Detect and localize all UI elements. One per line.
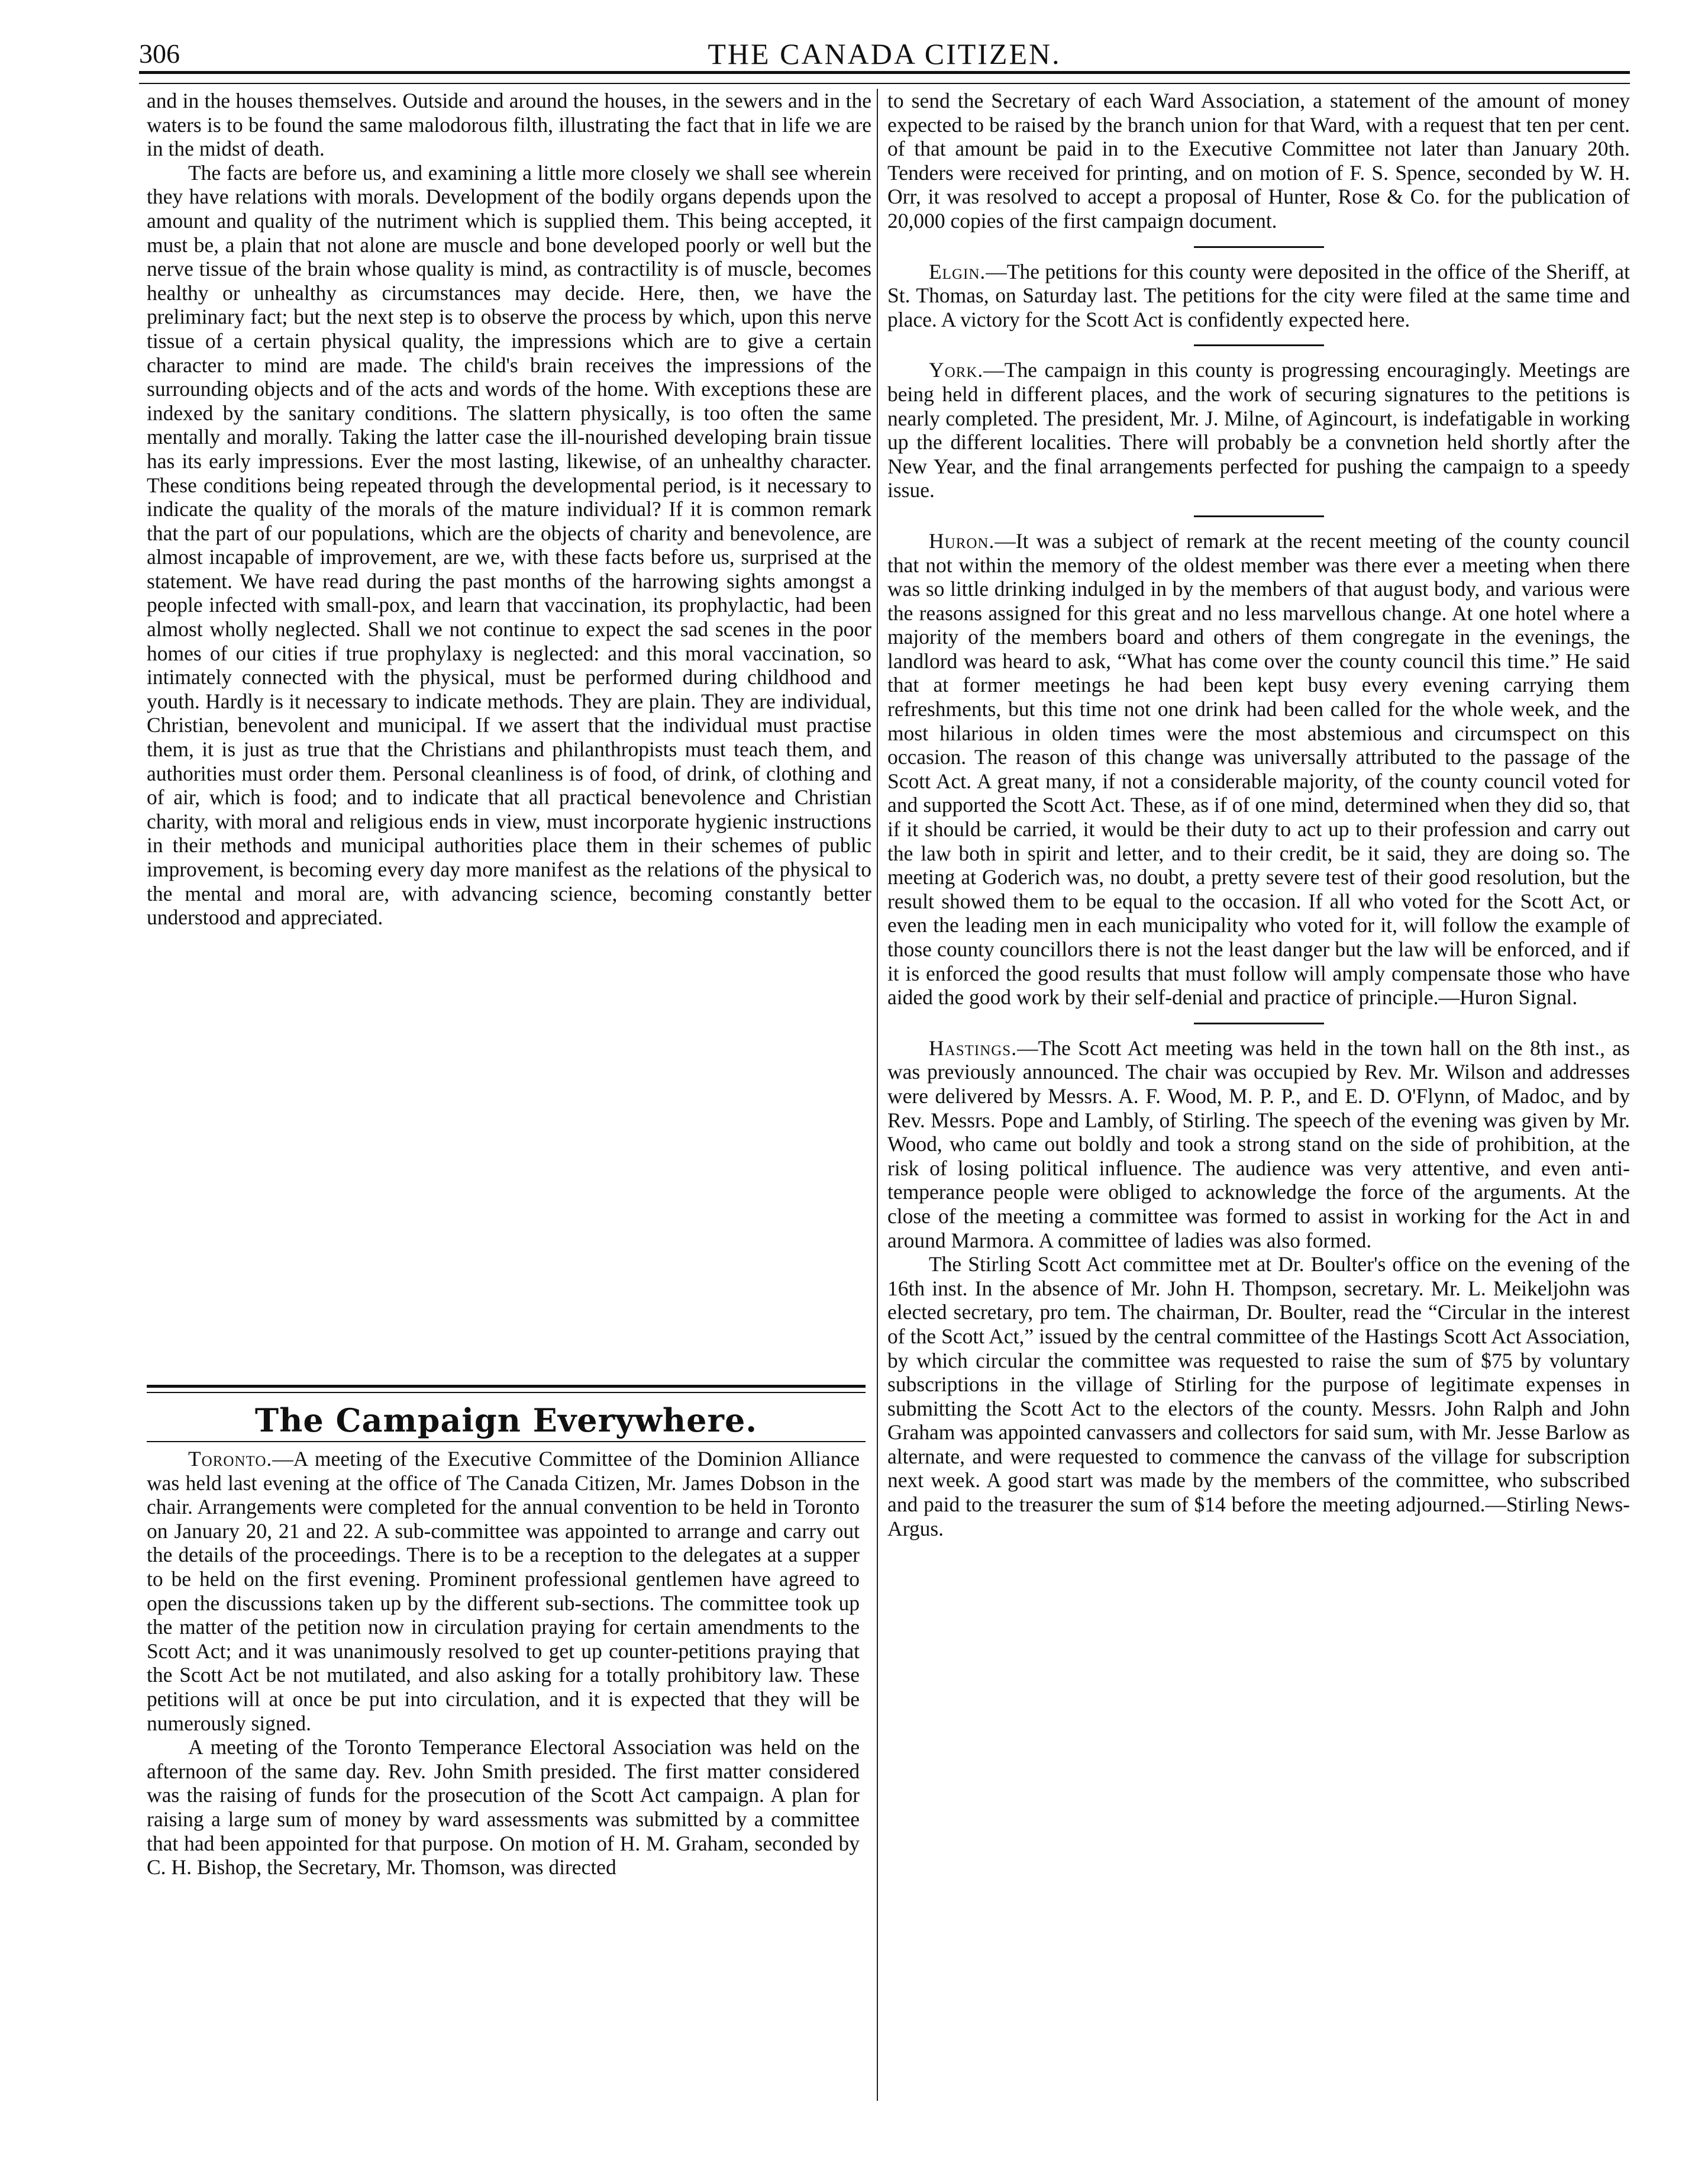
left-column [147,89,871,1391]
news-item-stirling [887,1252,1630,1540]
item-text: —The campaign in this county is progressing encouragingly. Meetings are being held in different places, and the work of securing signatures to the petitions is nearly completed. The president, Mr. J. Milne, of Agincourt, is indefatigable in working up the different localities. There will probably be a convnetion held shortly after the New Year, and the final arrangements perfected for pushing the campaign to a speedy issue. [887,358,1630,502]
news-item-huron [887,529,1630,1010]
item-separator [1194,246,1324,248]
article-paragraph: and in the houses themselves. Outside and around the houses, in the sewers and in the waters is to be found the same malodorous filth, illustrating the fact that in life we are in the midst of death. [147,89,871,161]
section-title: The Campaign Everywhere. [254,1401,758,1439]
section-rule-bottom [147,1441,866,1442]
masthead-title: THE CANADA CITIZEN. [708,37,1061,70]
header-rule [139,71,1630,74]
news-item-elgin [887,260,1630,332]
section-rule [147,1385,866,1388]
item-text: —A meeting of the Executive Committee of the Dominion Alliance was held last evening at the office of The Canada Citizen, Mr. James Dobson in the chair. Arrangements were completed for the annual convention to be held in Toronto on January 20, 21 and 22. A sub-committee was appointed to arrange and carry out the details of the proceedings. There is to be a reception to the delegates at a supper to be held on the first evening. Prominent professional gentlemen have agreed to open the discussions taken up by the different sub-sections. The committee took up the matter of the petition now in circulation praying for certain amendments to the Scott Act; and it was unanimously resolved to get up counter-petitions praying that the Scott Act be not mutilated, and also asking for a totally prohibitory law. These petitions will at once be put into circulation, and it is expected that they will be numerously signed. [147,1447,860,1735]
item-lead: Elgin. [929,259,986,283]
item-separator [1194,344,1324,346]
item-lead: York. [929,358,984,382]
page-number: 306 [139,38,180,69]
column-divider [877,89,878,2101]
section-rule-thin [147,1392,866,1393]
item-separator [1194,515,1324,517]
item-text: to send the Secretary of each Ward Association, a statement of the amount of money expected to be raised by the branch union for that Ward, with a request that ten per cent. of that amount be paid in to the Executive Committee not later than January 20th. Tenders were received for printing, and on motion of F. S. Spence, seconded by W. H. Orr, it was resolved to accept a proposal of Hunter, Rose & Co. for the publication of 20,000 copies of the first campaign document. [887,89,1630,233]
item-separator [1194,1023,1324,1024]
left-column-lower [147,1447,860,2080]
news-item-toronto [147,1447,860,1735]
article-paragraph: The facts are before us, and examining a little more closely we shall see wherein they have relations with morals. Development of the bodily organs depends upon the amount and quality of the nutriment which is supplied them. This being accepted, it must be, a plain that not alone are muscle and bone developed poorly or well but the nerve tissue of the brain whose quality is mind, as contractility is of muscle, becomes healthy or unhealthy as circumstances may decide. Here, then, we have the preliminary fact; but the next step is to observe the process by which, upon this nerve tissue of a certain physical quality, the impressions which are to give a certain character to mind are made. The child's brain receives the impressions of the surrounding objects and of the acts and words of the home. With exceptions these are indexed by the sanitary conditions. The slattern physically, is too often the same mentally and morally. Taking the latter case the ill-nourished developing brain tissue has its early impressions. Ever the most lasting, likewise, of an unhealthy character. These conditions being repeated through the developmental period, is it necessary to indicate the quality of the morals of the mature individual? If it is common remark that the part of our populations, which are the objects of charity and benevolence, are almost incapable of improvement, are we, with these facts before us, surprised at the statement. We have read during the past months of the harrowing sights amongst a people infected with small-pox, and learn that vaccination, its prophylactic, had been almost wholly neglected. Shall we not continue to expect the sad scenes in the poor homes of our cities if true prophylaxy is neglected: and this moral vaccination, so intimately connected with the physical, must be performed during childhood and youth. Hardly is it necessary to indicate methods. They are plain. They are individual, Christian, benevolent and municipal. If we assert that the individual must practise them, it is just as true that the Christians and philanthropists must teach them, and authorities must order them. Personal cleanliness is of food, of drink, of clothing and of air, which is food; and to indicate that all practical benevolence and Christian charity, with moral and religious ends in view, must incorporate hygienic instructions in their methods and municipal authorities place them in their schemes of public improvement, is becoming every day more manifest as the relations of the physical to the mental and moral are, with advancing science, becoming constantly better understood and appreciated. [147,160,871,930]
item-text: —The petitions for this county were deposited in the office of the Sheriff, at St. Thomas, on Saturday last. The petitions for the city were filed at the same time and place. A victory for the Scott Act is confidently expected here. [887,259,1630,331]
item-text: The Stirling Scott Act committee met at Dr. Boulter's office on the evening of the 16th inst. In the absence of Mr. John H. Thompson, secretary. Mr. L. Meikeljohn was elected secretary, pro tem. The chairman, Dr. Boulter, read the “Circular in the interest of the Scott Act,” issued by the central committee of the Hastings Scott Act Association, by which circular the committee was requested to raise the sum of $75 by voluntary subscriptions in the village of Stirling for the purpose of legitimate expenses in submitting the Scott Act to the electors of the county. Messrs. John Ralph and John Graham was appointed canvassers and collectors for said sum, with Mr. Jesse Barlow as alternate, and were requested to commence the canvass of the village for subscription next week. A good start was made by the members of the committee, who subscribed and paid to the treasurer the sum of $14 before the meeting adjourned.—Stirling News-Argus. [887,1252,1630,1540]
right-column [887,89,1630,2077]
item-text: —The Scott Act meeting was held in the town hall on the 8th inst., as was previously announced. The chair was occupied by Rev. Mr. Wilson and addresses were delivered by Messrs. A. F. Wood, M. P. P., and E. D. O'Flynn, of Madoc, and by Rev. Messrs. Pope and Lambly, of Stirling. The speech of the evening was given by Mr. Wood, who came out boldly and took a strong stand on the side of prohibition, at the risk of losing political influence. The audience was very attentive, and even anti-temperance people were obliged to acknowledge the force of the arguments. At the close of the meeting a committee was formed to assist in working for the Act in and around Marmora. A committee of ladies was also formed. [887,1036,1630,1252]
item-text: A meeting of the Toronto Temperance Electoral Association was held on the afternoon of the same day. Rev. John Smith presided. The first matter considered was the raising of funds for the prosecution of the Scott Act campaign. A plan for raising a large sum of money by ward assessments was submitted by a committee that had been appointed for that purpose. On motion of H. M. Graham, seconded by C. H. Bishop, the Secretary, Mr. Thomson, was directed [147,1735,860,1880]
item-lead: Huron. [929,528,995,553]
item-text: —It was a subject of remark at the recent meeting of the county council that not within the memory of the oldest member was there ever a meeting when there was so little drinking indulged in by the members of that august body, and various were the reasons assigned for this great and no less marvellous change. At one hotel where a majority of the members board and others of them congregate in the evenings, the landlord was heard to ask, “What has come over the county council this time.” He said that at former meetings he had been kept busy every evening carrying them refreshments, but this time not one drink had been called for the whole week, and the most hilarious in olden times were the most abstemious and circumspect on this occasion. The reason of this change was universally attributed to the passage of the Scott Act. A great many, if not a considerable majority, of the county council voted for and supported the Scott Act. These, as if of one mind, determined when they did so, that if it should be carried, it would be their duty to act up to their profession and carry out the law both in spirit and letter, and to their credit, be it said, they are doing so. The meeting at Goderich was, no doubt, a pretty severe test of their good resolution, but the result showed them to be equal to the occasion. If all who voted for the Scott Act, or even the leading men in each municipality who voted for it, will follow the example of those county councillors there is not the least danger but the law will be enforced, and if it is enforced the good results that must follow will amply compensate those who have aided the good work by their self-denial and practice of principle.—Huron Signal. [887,528,1630,1010]
header-rule-thin [139,83,1630,84]
news-item-continued [887,89,1630,233]
item-lead: Toronto. [188,1447,273,1471]
news-item-toronto-2 [147,1735,860,1880]
news-item-hastings [887,1036,1630,1252]
item-lead: Hastings. [929,1036,1018,1060]
news-item-york [887,358,1630,502]
